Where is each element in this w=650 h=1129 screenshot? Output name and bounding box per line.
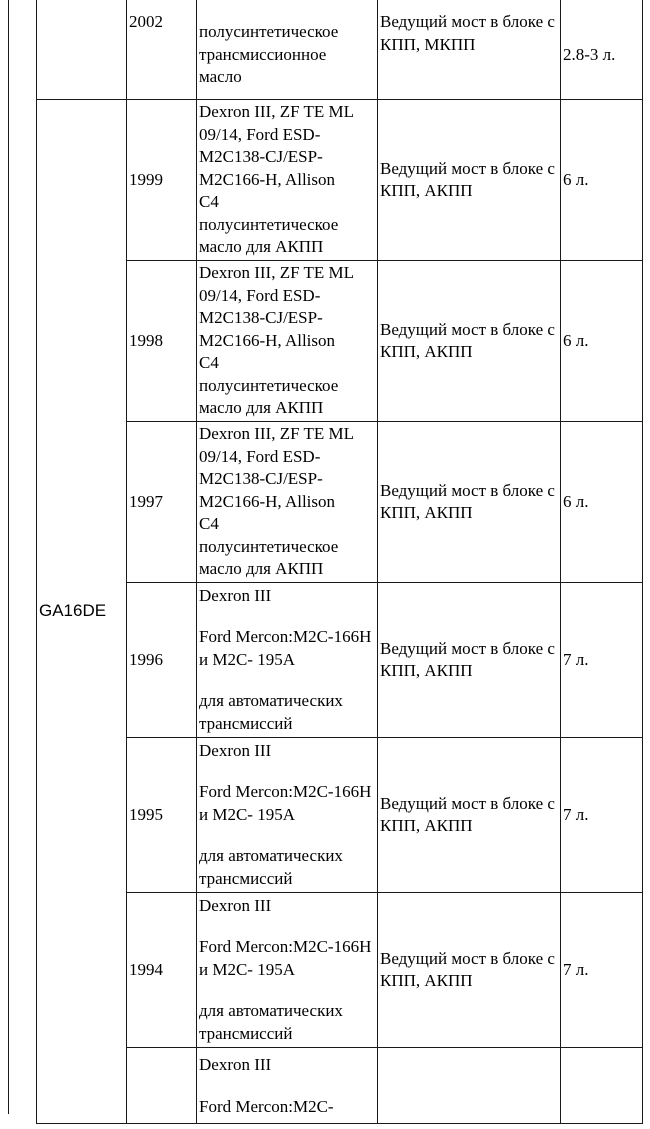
location-text: Ведущий мост в блоке с КПП, МКПП bbox=[380, 12, 555, 54]
year-text: 1998 bbox=[129, 330, 163, 350]
location-text: Ведущий мост в блоке с КПП, АКПП bbox=[380, 319, 555, 361]
oil-line: масло для АКПП bbox=[199, 559, 324, 579]
year-text: 2002 bbox=[129, 12, 163, 31]
location-text: Ведущий мост в блоке с КПП, АКПП bbox=[380, 480, 555, 522]
location-text: Ведущий мост в блоке с КПП, АКПП bbox=[380, 948, 555, 990]
oil-line: C4 bbox=[199, 192, 219, 212]
location-cell bbox=[378, 261, 561, 422]
location-cell bbox=[378, 583, 561, 738]
oil-paragraph: Ford Mercon:M2C-166H и M2C- 195A bbox=[199, 627, 372, 669]
table-row bbox=[37, 100, 643, 261]
volume-text: 6 л. bbox=[563, 491, 589, 511]
oil-line: трансмиссионное bbox=[199, 44, 327, 64]
oil-type-cell bbox=[197, 1048, 378, 1124]
oil-line: масло bbox=[199, 67, 242, 87]
volume-cell bbox=[561, 1048, 643, 1124]
year-cell bbox=[127, 422, 197, 583]
volume-text: 7 л. bbox=[563, 804, 589, 824]
year-text: 1997 bbox=[129, 491, 163, 511]
oil-type-cell bbox=[197, 100, 378, 261]
year-text: 1994 bbox=[129, 959, 163, 979]
oil-line: полусинтетическое bbox=[199, 375, 339, 395]
oil-paragraph: для автоматических трансмиссий bbox=[199, 691, 343, 733]
location-text: Ведущий мост в блоке с КПП, АКПП bbox=[380, 638, 555, 680]
volume-cell bbox=[561, 422, 643, 583]
oil-line: C4 bbox=[199, 514, 219, 534]
oil-line: 09/14, Ford ESD- bbox=[199, 124, 321, 144]
oil-line: полусинтетическое bbox=[199, 22, 339, 42]
table-row bbox=[37, 0, 643, 100]
oil-line: M2C138-CJ/ESP- bbox=[199, 308, 323, 328]
location-cell bbox=[378, 0, 561, 100]
oil-line: C4 bbox=[199, 353, 219, 373]
oil-type-cell bbox=[197, 261, 378, 422]
oil-paragraph: Ford Mercon:M2C- bbox=[199, 1096, 334, 1116]
oil-line: Dexron III, ZF TE ML bbox=[199, 263, 355, 283]
table-row bbox=[37, 893, 643, 1048]
year-cell bbox=[127, 893, 197, 1048]
volume-text: 7 л. bbox=[563, 649, 589, 669]
oil-line: 09/14, Ford ESD- bbox=[199, 285, 321, 305]
year-cell bbox=[127, 583, 197, 738]
year-cell bbox=[127, 1048, 197, 1124]
location-cell bbox=[378, 738, 561, 893]
oil-line: M2C138-CJ/ESP- bbox=[199, 147, 323, 167]
volume-text: 6 л. bbox=[563, 330, 589, 350]
oil-line: масло для АКПП bbox=[199, 398, 324, 418]
oil-line: M2C138-CJ/ESP- bbox=[199, 469, 323, 489]
volume-cell bbox=[561, 261, 643, 422]
table-row bbox=[37, 422, 643, 583]
oil-type-cell bbox=[197, 422, 378, 583]
volume-cell bbox=[561, 583, 643, 738]
table-row bbox=[37, 261, 643, 422]
oil-paragraph: Ford Mercon:M2C-166H и M2C- 195A bbox=[199, 937, 372, 979]
volume-text: 2.8-3 л. bbox=[563, 44, 616, 64]
location-cell bbox=[378, 100, 561, 261]
oil-line: масло для АКПП bbox=[199, 237, 324, 257]
year-cell bbox=[127, 0, 197, 100]
oil-line: полусинтетическое bbox=[199, 214, 339, 234]
oil-paragraph: Dexron III bbox=[199, 1055, 272, 1074]
outer-left-rule bbox=[8, 0, 9, 1114]
table-row bbox=[37, 738, 643, 893]
oil-type-cell bbox=[197, 583, 378, 738]
transmission-oil-table bbox=[36, 0, 643, 1124]
volume-cell bbox=[561, 893, 643, 1048]
location-cell bbox=[378, 893, 561, 1048]
oil-line: 09/14, Ford ESD- bbox=[199, 446, 321, 466]
oil-paragraph: для автоматических трансмиссий bbox=[199, 1001, 343, 1043]
location-cell bbox=[378, 422, 561, 583]
model-label: GA16DE bbox=[39, 601, 107, 621]
table-row bbox=[37, 1048, 643, 1124]
location-text: Ведущий мост в блоке с КПП, АКПП bbox=[380, 793, 555, 835]
oil-type-cell bbox=[197, 0, 378, 100]
volume-cell bbox=[561, 738, 643, 893]
volume-text: 7 л. bbox=[563, 959, 589, 979]
oil-line: полусинтетическое bbox=[199, 536, 339, 556]
oil-line: M2C166-H, Allison bbox=[199, 330, 336, 350]
oil-paragraph: для автоматических трансмиссий bbox=[199, 846, 343, 888]
volume-text: 6 л. bbox=[563, 169, 589, 189]
oil-paragraph: Dexron III bbox=[199, 895, 272, 915]
oil-type-cell bbox=[197, 893, 378, 1048]
oil-line: M2C166-H, Allison bbox=[199, 169, 336, 189]
year-cell bbox=[127, 738, 197, 893]
table-row bbox=[37, 583, 643, 738]
year-cell bbox=[127, 261, 197, 422]
oil-paragraph: Dexron III bbox=[199, 740, 272, 760]
volume-cell bbox=[561, 100, 643, 261]
oil-paragraph: Dexron III bbox=[199, 585, 272, 605]
oil-paragraph: Ford Mercon:M2C-166H и M2C- 195A bbox=[199, 782, 372, 824]
oil-line: Dexron III, ZF TE ML bbox=[199, 102, 355, 122]
year-text: 1996 bbox=[129, 649, 163, 669]
model-cell bbox=[37, 100, 127, 1124]
volume-cell bbox=[561, 0, 643, 100]
model-cell-empty bbox=[37, 0, 127, 100]
year-text: 1995 bbox=[129, 804, 163, 824]
year-cell bbox=[127, 100, 197, 261]
oil-type-cell bbox=[197, 738, 378, 893]
location-cell bbox=[378, 1048, 561, 1124]
year-text: 1999 bbox=[129, 169, 163, 189]
location-text: Ведущий мост в блоке с КПП, АКПП bbox=[380, 158, 555, 200]
oil-line: Dexron III, ZF TE ML bbox=[199, 424, 355, 444]
oil-line: M2C166-H, Allison bbox=[199, 491, 336, 511]
